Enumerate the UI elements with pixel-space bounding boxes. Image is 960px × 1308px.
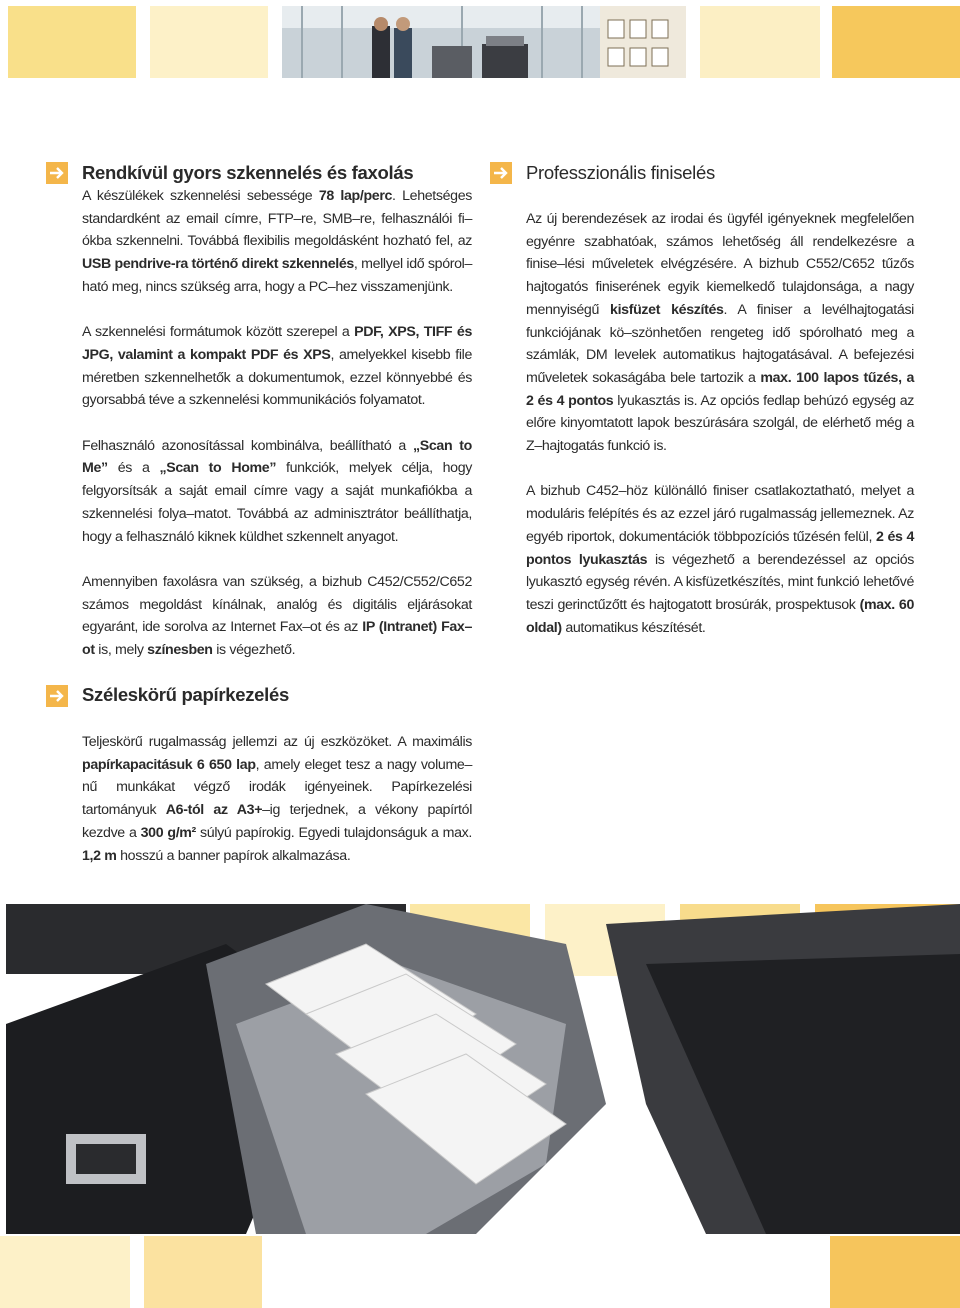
paragraph-finisher [526, 208, 914, 458]
bold-text: IP (Intranet) Fax–ot [82, 619, 473, 659]
bold-text: „Scan to Home” [159, 460, 277, 477]
text-run: súlyú papírokig. Egyedi tulajdonságuk a max. [195, 824, 473, 841]
top-pale-block [150, 6, 268, 78]
bold-text: papírkapacitásuk 6 650 lap [82, 756, 256, 773]
bold-text: 1,2 m [82, 847, 117, 864]
arrow-right-icon [46, 162, 68, 184]
bottom-right-corner-block [830, 1236, 960, 1308]
paragraph-c452-finisher [526, 480, 914, 639]
bold-text: max. 100 lapos tűzés, a 2 és 4 pontos [526, 369, 914, 409]
bold-text: színesben [147, 642, 213, 659]
bottom-left-pale-block [0, 1236, 130, 1308]
paragraph-paper-capacity [82, 731, 472, 867]
paragraph-scan-speed [82, 185, 472, 299]
text-run: Teljeskörű rugalmasság jellemzi az új eszközöket. A maximális [82, 734, 472, 750]
text-run: funkciók, melyek célja, hogy felgyorsítsák a saját email címre vagy a saját munkafiókba a szkennelési folya–matot. Továbbá az adminisztrátor beállíthatja, hogy a felhasználó kiknek küldhet szkennelt anyagot. [82, 460, 472, 545]
text-run: A készülékek szkennelési sebessége [82, 188, 319, 204]
text-run: is végezhető a berendezéssel az opciós lyukasztó egység révén. A kisfüzetkészítés, mint funkció lehetővé teszi gerinctűzőtt és hajtogatott brosúrák, prospektusok [526, 551, 914, 613]
text-run: . A finiser a levélhajtogatási funkciójának kö–szönhetően rengeteg idő spórolható meg a számlák, DM levelek automatikus hajtogatásával. A befejezési műveletek sokaságába bele tartozik a [526, 301, 914, 386]
finisher-booklet-output-photo [6, 904, 960, 1234]
text-run: , mellyel idő spórol–ható meg, nincs szükség arra, hogy a PC–hez visszamenjünk. [82, 256, 472, 295]
left-column-text [82, 185, 472, 662]
text-run: , amely eleget tesz a nagy volume–nű munkákat végző irodák igényeinek. Papírkezelési tartományuk [82, 756, 472, 819]
text-run: . Lehetséges standardként az email címre, FTP–re, SMB–re, felhasználói fi–ókba szkennelni. Továbbá flexibilis megoldásként hozható fel, az [82, 188, 472, 250]
paper-handling-text [82, 731, 472, 867]
text-run: Felhasználó azonosítással kombinálva, beállítható a [82, 437, 414, 454]
bold-text: USB pendrive-ra történő direkt szkennelés [82, 256, 354, 273]
bold-text: kisfüzet készítés [610, 301, 724, 318]
heading-fast-scanning: Rendkívül gyors szkennelés és faxolás [82, 162, 414, 183]
paragraph-formats [82, 321, 472, 412]
text-run: , amelyekkel kisebb file méretben szkennelhetők a dokumentumok, ezzel könnyebbé és gyorsabbá téve a szkennelési kommunikációs folyamatot. [82, 346, 472, 409]
bold-text: 78 lap/perc [318, 188, 393, 204]
paragraph-scan-to-me [82, 435, 472, 549]
bold-text: A6-tól az A3+ [165, 802, 263, 819]
text-run: –ig terjednek, a vékony papírtól kezdve a [82, 802, 472, 841]
arrow-right-icon [490, 162, 512, 184]
bold-text: „Scan to Me” [82, 437, 472, 477]
text-run: és a [107, 460, 160, 477]
text-run: is végezhető. [212, 642, 296, 659]
text-run: Amennyiben faxolásra van szükség, a bizhub C452/C552/C652 számos megoldást kínálnak, analóg és digitális eljárásokat egyaránt, ide sorolva az Internet Fax–ot és az [82, 573, 472, 636]
bottom-left-yellow-block [144, 1236, 262, 1308]
text-run: is, mely [94, 642, 148, 659]
bold-text: 2 és 4 pontos lyukasztás [526, 528, 914, 568]
text-run: Az új berendezések az irodai és ügyfél igényeknek megfelelően egyénre szabhatóak, számos lehetőség áll rendelkezésre a finise–lési műveletek elvégzésére. A bizhub C552/C652 tűzős hajtogatós finiserének egyik kiemelkedő tulajdonsága, a nagy mennyiségű [526, 211, 914, 318]
text-run: A szkennelési formátumok között szerepel a [82, 324, 355, 341]
heading-paper-handling: Széleskörű papírkezelés [82, 684, 289, 705]
bold-text: 300 g/m² [140, 824, 196, 841]
top-right-pale-block [700, 6, 820, 78]
bold-text: (max. 60 oldal) [526, 596, 914, 636]
top-gallery-photo-block [600, 6, 686, 78]
text-run: A bizhub C452–höz különálló finiser csatlakoztatható, melyet a moduláris felépítés és az ezzel járó rugalmasság jellemeznek. Az egyéb riportok, dokumentációk többpozíciós tűzésén felül, [526, 483, 914, 545]
paragraph-fax [82, 571, 472, 662]
top-left-yellow-block [8, 6, 136, 78]
heading-finishing: Professzionális finiselés [526, 162, 715, 183]
bold-text: PDF, XPS, TIFF és JPG, valamint a kompakt PDF és XPS [82, 324, 472, 363]
right-column-text [526, 208, 914, 639]
text-run: lyukasztás is. Az opciós fedlap behúzó egység az előre kinyomtatott lapok beszúrására szolgál, de elérhető még a Z–hajtogatás funkció is. [526, 392, 914, 455]
finisher-photo [6, 904, 960, 1234]
arrow-right-icon [46, 685, 68, 707]
text-run: automatikus készítését. [561, 619, 706, 636]
top-right-orange-block [832, 6, 960, 78]
text-run: hosszú a banner papírok alkalmazása. [116, 847, 351, 864]
